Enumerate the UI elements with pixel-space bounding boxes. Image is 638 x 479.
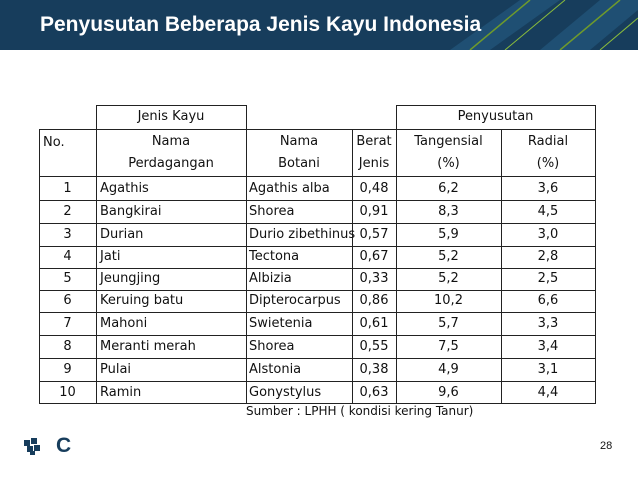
cell-no: 3 (63, 227, 72, 242)
header-jenis-kayu: Jenis Kayu (137, 109, 205, 124)
cell-no: 10 (59, 385, 76, 400)
cell-radial: 3,4 (537, 339, 559, 354)
cell-radial: 6,6 (537, 293, 559, 308)
cell-nama-perdagangan: Agathis (100, 181, 149, 196)
cell-nama-perdagangan: Mahoni (100, 316, 148, 331)
cell-nama-botani: Swietenia (249, 316, 313, 331)
logo-letter: C (56, 434, 72, 457)
cell-tangensial: 8,3 (438, 204, 459, 219)
cell-tangensial: 9,6 (438, 385, 459, 400)
cell-berat-jenis: 0,61 (359, 316, 389, 331)
page-number: 28 (600, 440, 613, 452)
cell-nama-botani: Albizia (249, 271, 292, 286)
cell-berat-jenis: 0,63 (359, 385, 389, 400)
cell-nama-perdagangan: Durian (100, 227, 144, 242)
header-tangensial-2: (%) (437, 156, 460, 171)
title-banner (0, 0, 638, 50)
cell-nama-perdagangan: Ramin (100, 385, 142, 400)
cell-radial: 4,5 (537, 204, 559, 219)
header-nama-botani-2: Botani (278, 156, 320, 171)
cell-nama-perdagangan: Meranti merah (100, 339, 196, 354)
cell-berat-jenis: 0,33 (359, 271, 389, 286)
header-radial-2: (%) (536, 156, 560, 171)
cell-no: 8 (63, 339, 72, 354)
header-berat-1: Berat (356, 134, 392, 149)
cell-berat-jenis: 0,86 (359, 293, 389, 308)
source-note: Sumber : LPHH ( kondisi kering Tanur) (246, 404, 474, 418)
header-berat-2: Jenis (358, 156, 390, 171)
cell-no: 2 (63, 204, 72, 219)
cell-berat-jenis: 0,55 (359, 339, 389, 354)
cell-nama-botani: Gonystylus (249, 385, 322, 400)
cell-tangensial: 4,9 (438, 362, 459, 377)
cell-tangensial: 5,9 (438, 227, 459, 242)
cell-tangensial: 5,2 (438, 271, 459, 286)
cell-berat-jenis: 0,67 (359, 249, 389, 264)
cell-no: 6 (63, 293, 72, 308)
cell-nama-botani: Durio zibethinus (249, 227, 356, 242)
cell-berat-jenis: 0,48 (359, 181, 389, 196)
cell-tangensial: 10,2 (434, 293, 463, 308)
cell-berat-jenis: 0,57 (359, 227, 389, 242)
cell-nama-botani: Tectona (249, 249, 300, 264)
header-nama-perdagangan-1: Nama (151, 134, 191, 149)
cell-nama-botani: Dipterocarpus (249, 293, 341, 308)
cell-nama-perdagangan: Bangkirai (100, 204, 162, 219)
cell-nama-perdagangan: Pulai (100, 362, 132, 377)
cell-nama-botani: Alstonia (249, 362, 302, 377)
cell-tangensial: 6,2 (438, 181, 459, 196)
cell-nama-perdagangan: Jeungjing (100, 271, 161, 286)
header-radial-1: Radial (527, 134, 569, 149)
cell-radial: 3,1 (537, 362, 559, 377)
cell-radial: 2,5 (537, 271, 559, 286)
cell-radial: 2,8 (537, 249, 559, 264)
cell-no: 5 (63, 271, 72, 286)
cell-radial: 3,3 (537, 316, 559, 331)
cell-berat-jenis: 0,91 (359, 204, 389, 219)
cell-nama-perdagangan: Jati (100, 249, 121, 264)
cell-no: 9 (63, 362, 72, 377)
cell-no: 7 (63, 316, 72, 331)
header-nama-botani-1: Nama (279, 134, 319, 149)
cell-nama-perdagangan: Keruing batu (100, 293, 184, 308)
cell-radial: 3,6 (537, 181, 559, 196)
cell-tangensial: 5,2 (438, 249, 459, 264)
cell-radial: 4,4 (537, 385, 559, 400)
cell-berat-jenis: 0,38 (359, 362, 389, 377)
slide-title: Penyusutan Beberapa Jenis Kayu Indonesia (40, 13, 482, 36)
cell-no: 4 (63, 249, 72, 264)
header-nama-perdagangan-2: Perdagangan (128, 156, 214, 171)
header-tangensial-1: Tangensial (414, 134, 483, 149)
cell-no: 1 (63, 181, 72, 196)
logo-icon (24, 438, 44, 456)
cell-nama-botani: Agathis alba (249, 181, 330, 196)
header-penyusutan: Penyusutan (457, 109, 534, 124)
cell-tangensial: 5,7 (438, 316, 459, 331)
cell-radial: 3,0 (537, 227, 559, 242)
cell-tangensial: 7,5 (438, 339, 459, 354)
cell-nama-botani: Shorea (249, 204, 295, 219)
cell-nama-botani: Shorea (249, 339, 295, 354)
header-no: No. (43, 135, 65, 150)
